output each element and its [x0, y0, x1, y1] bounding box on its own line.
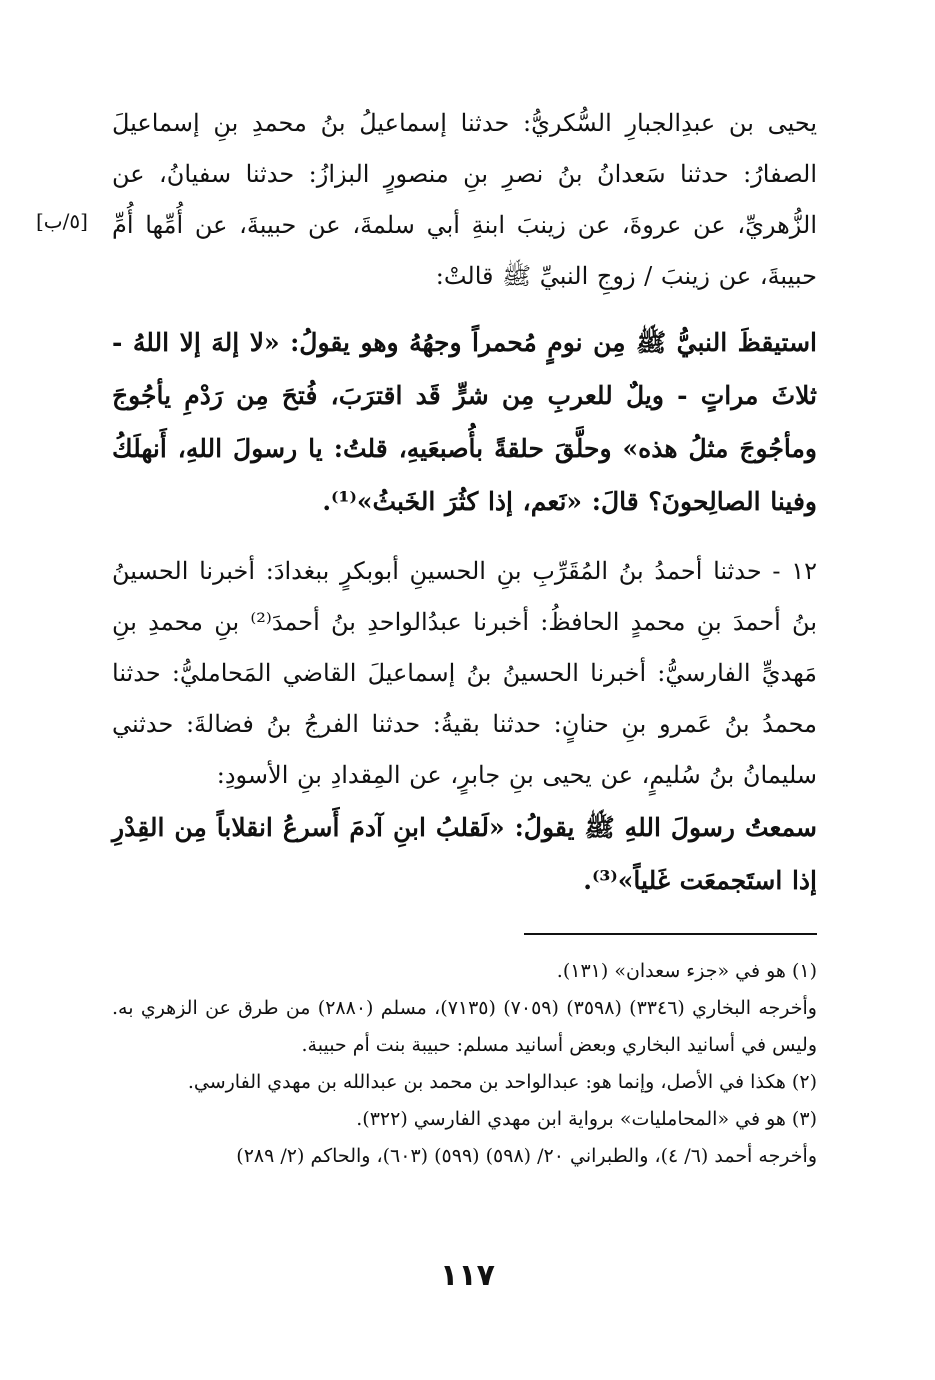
main-text [112, 98, 817, 907]
footnote-1-continuation: وأخرجه البخاري (٣٣٤٦) (٣٥٩٨) (٧٠٥٩) (٧١٣٥)، مسلم (٢٨٨٠) من طرق عن الزهري به. وليس في أسانيد البخاري وبعض أسانيد مسلم: حبيبة بنت أم حبيبة. [112, 997, 817, 1056]
footnotes [112, 953, 817, 1175]
hadith-text-2: سمعتُ رسولَ اللهِ ﷺ يقولُ: «لَقلبُ ابنِ آدمَ أَسرعُ انقلاباً مِن القِدْرِ إذا استَجمعَت غَلياً»⁽³⁾. [112, 813, 817, 895]
isnad-paragraph-2: ١٢ - حدثنا أحمدُ بنُ المُقَرِّبِ بنِ الحسينِ أبوبكرٍ ببغدادَ: أخبرنا الحسينُ بنُ أحمدَ بنِ محمدٍ الحافظُ: أخبرنا عبدُالواحدِ بنُ أحمدَ⁽²⁾ بنِ محمدِ بنِ مَهديٍّ الفارسيُّ: أخبرنا الحسينُ بنُ إسماعيلَ القاضي المَحامليُّ: حدثنا محمدُ بنُ عَمرو بنِ حنانٍ: حدثنا بقيةُ: حدثنا الفرجُ بنُ فضالةَ: حدثني سليمانُ بنُ سُليمٍ، عن يحيى بنِ جابرٍ، عن المِقدادِ بنِ الأسودِ: [112, 557, 817, 789]
footnote-3-continuation: وأخرجه أحمد (٦/ ٤)، والطبراني ٢٠/ (٥٩٨) (٥٩٩) (٦٠٣)، والحاكم (٢/ ٢٨٩) [236, 1145, 817, 1167]
footnote-divider [524, 933, 817, 935]
manuscript-folio-marker: [٥/ب] [36, 209, 88, 233]
hadith-text-1: استيقظَ النبيُّ ﷺ مِن نومٍ مُحمراً وجهُهُ وهو يقولُ: «لا إلهَ إلا اللهُ - ثلاثَ مراتٍ - ويلٌ للعربِ مِن شرٍّ قَد اقترَبَ، فُتحَ مِن رَدْمِ يأجُوجَ ومأجُوجَ مثلُ هذه» وحلَّقَ حلقةً بأُصبعَيهِ، قلتُ: يا رسولَ اللهِ، أَنهلَكُ وفينا الصالِحونَ؟ قالَ: «نَعم، إذا كثُرَ الخَبثُ»⁽¹⁾. [112, 328, 817, 516]
footnote-3: (٣) هو في «المحامليات» برواية ابن مهدي الفارسي (٣٢٢). [356, 1108, 817, 1130]
isnad-paragraph-1: يحيى بن عبدِالجبارِ السُّكريُّ: حدثنا إسماعيلُ بنُ محمدِ بنِ إسماعيلَ الصفارُ: حدثنا سَعدانُ بنُ نصرِ بنِ منصورٍ البزازُ: حدثنا سفيانُ، عن الزُّهريِّ، عن عروةَ، عن زينبَ ابنةِ أبي سلمةَ، عن حبيبةَ، عن أُمِّها أُمِّ حبيبةَ، عن زينبَ / زوجِ النبيِّ ﷺ قالتْ: [112, 109, 817, 290]
page-number: ١١٧ [440, 1258, 495, 1293]
footnote-1: (١) هو في «جزء سعدان» (١٣١). [556, 960, 817, 982]
footnote-2: (٢) هكذا في الأصل، وإنما هو: عبدالواحد بن محمد بن عبدالله بن مهدي الفارسي. [187, 1071, 817, 1093]
